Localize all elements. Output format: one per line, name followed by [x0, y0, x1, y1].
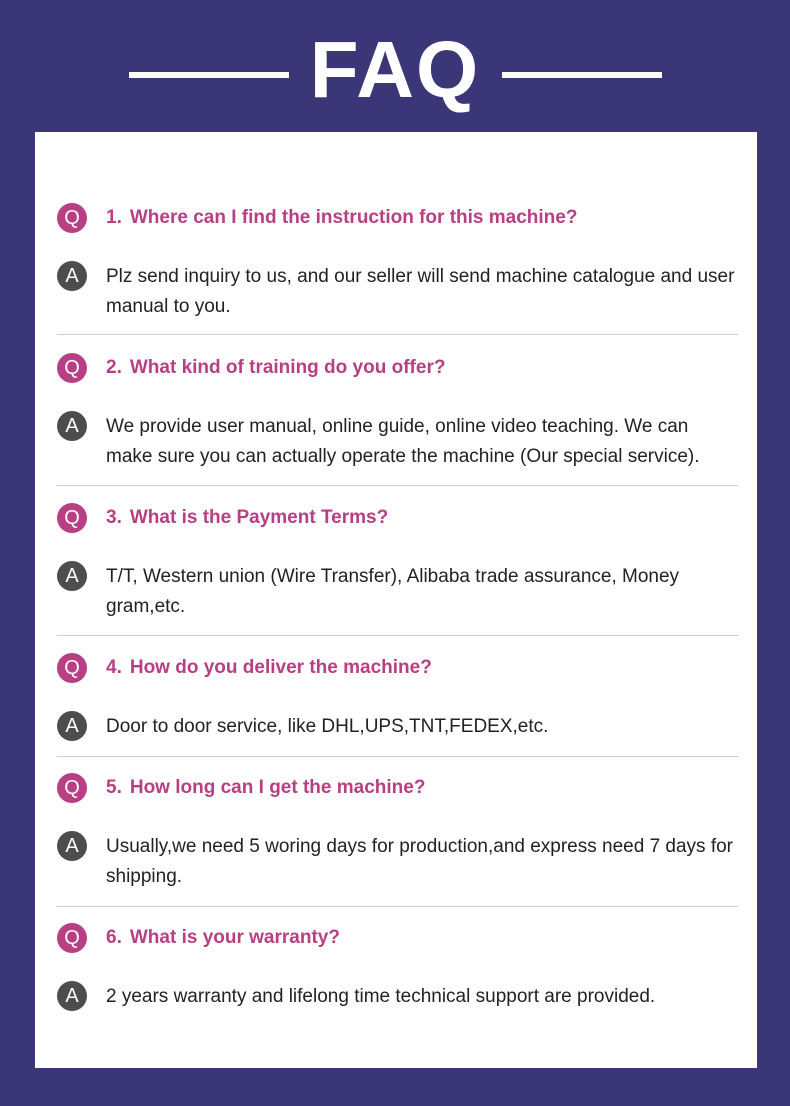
answer-badge-icon: A	[57, 981, 87, 1011]
question-label: Where can I find the instruction for this machine?	[129, 207, 578, 228]
page-title: FAQ	[309, 25, 481, 114]
question-badge-icon: Q	[57, 503, 87, 533]
question-badge-icon: Q	[57, 773, 87, 803]
question-number: 1.	[106, 207, 122, 228]
question-text	[106, 355, 736, 381]
faq-panel	[35, 132, 757, 1068]
question-text	[106, 655, 736, 681]
question-text	[106, 775, 736, 801]
header-rule-left	[129, 72, 289, 78]
answer-text: We provide user manual, online guide, online video teaching. We can make sure you can actually operate the machine (Our special service).	[106, 416, 700, 467]
question-number: 5.	[106, 777, 122, 798]
question-number: 2.	[106, 357, 122, 378]
question-text	[106, 205, 736, 231]
question-label: What is the Payment Terms?	[129, 507, 389, 528]
question-label: How long can I get the machine?	[129, 777, 426, 798]
question-number: 3.	[106, 507, 122, 528]
divider	[57, 635, 738, 636]
header-rule-right	[502, 72, 662, 78]
answer-text: 2 years warranty and lifelong time technical support are provided.	[106, 986, 656, 1007]
answer-text: T/T, Western union (Wire Transfer), Alibaba trade assurance, Money gram,etc.	[106, 566, 680, 617]
question-label: What is your warranty?	[129, 927, 340, 948]
answer-badge-icon: A	[57, 711, 87, 741]
question-label: How do you deliver the machine?	[129, 657, 432, 678]
question-badge-icon: Q	[57, 353, 87, 383]
question-number: 4.	[106, 657, 122, 678]
question-badge-icon: Q	[57, 653, 87, 683]
answer-badge-icon: A	[57, 411, 87, 441]
answer-text: Plz send inquiry to us, and our seller will send machine catalogue and user manual to you.	[106, 266, 735, 317]
answer-badge-icon: A	[57, 561, 87, 591]
question-number: 6.	[106, 927, 122, 948]
question-badge-icon: Q	[57, 203, 87, 233]
divider	[57, 485, 738, 486]
divider	[57, 906, 738, 907]
faq-header	[0, 0, 790, 132]
question-label: What kind of training do you offer?	[129, 357, 446, 378]
answer-text: Usually,we need 5 woring days for production,and express need 7 days for shipping.	[106, 836, 734, 887]
question-badge-icon: Q	[57, 923, 87, 953]
divider	[57, 334, 738, 335]
answer-badge-icon: A	[57, 831, 87, 861]
question-text	[106, 925, 736, 951]
answer-text: Door to door service, like DHL,UPS,TNT,FEDEX,etc.	[106, 716, 549, 737]
answer-badge-icon: A	[57, 261, 87, 291]
divider	[57, 756, 738, 757]
question-text	[106, 505, 736, 531]
